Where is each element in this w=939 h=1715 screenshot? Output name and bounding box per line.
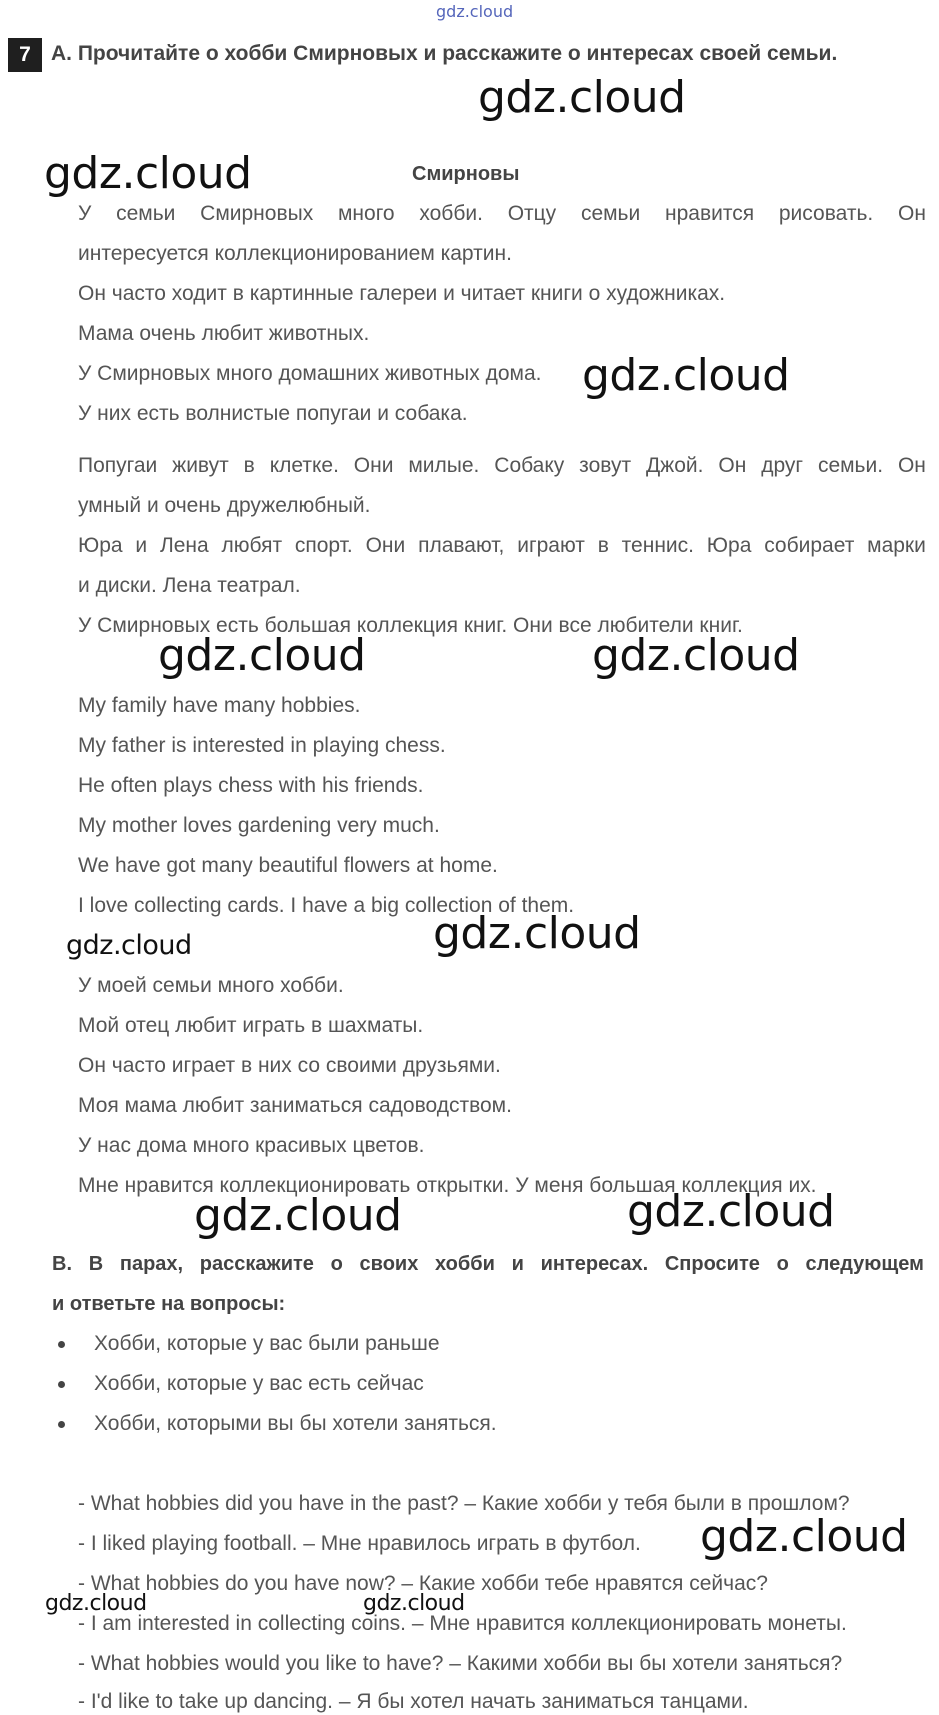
watermark: gdz.cloud xyxy=(363,1591,465,1616)
word: Юра xyxy=(706,534,752,557)
watermark: gdz.cloud xyxy=(582,350,790,401)
dialogue-line: - What hobbies do you have now? – Какие хобби тебе нравятся сейчас? xyxy=(78,1572,768,1595)
word: Попугаи xyxy=(78,454,158,477)
word: расскажите xyxy=(199,1253,314,1275)
word: следующем xyxy=(805,1253,924,1275)
word: интересах. xyxy=(540,1253,649,1275)
word: играют xyxy=(517,534,585,557)
en-text-line: He often plays chess with his friends. xyxy=(78,774,424,797)
dialogue-line: - I'd like to take up dancing. – Я бы хотел начать заниматься танцами. xyxy=(78,1690,749,1713)
ru-translation-line: Мой отец любит играть в шахматы. xyxy=(78,1014,424,1037)
ru-text-1-line: У них есть волнистые попугаи и собака. xyxy=(78,402,468,425)
word: своих xyxy=(359,1253,419,1275)
word: милые. xyxy=(408,454,480,477)
ru-text-2-line-1 xyxy=(78,454,926,478)
ru-text-1-line: Он часто ходит в картинные галереи и читает книги о художниках. xyxy=(78,282,726,305)
dialogue-line: - I am interested in collecting coins. – Мне нравится коллекционировать монеты. xyxy=(78,1612,847,1635)
ru-text-1-line: интересуется коллекционированием картин. xyxy=(78,242,512,265)
ru-text-2-line: и диски. Лена театрал. xyxy=(78,574,301,597)
en-text-line: I love collecting cards. I have a big collection of them. xyxy=(78,894,575,917)
word: хобби. xyxy=(419,202,483,225)
word: в xyxy=(597,534,609,557)
word: рисовать. xyxy=(778,202,874,225)
word: Собаку xyxy=(494,454,565,477)
word: Он xyxy=(897,454,926,477)
word: Юра xyxy=(78,534,123,557)
word: Отцу xyxy=(507,202,557,225)
word: Лена xyxy=(159,534,209,557)
word: Он xyxy=(898,202,926,225)
ru-translation-line: Моя мама любит заниматься садоводством. xyxy=(78,1094,512,1117)
word: нравится xyxy=(665,202,755,225)
watermark: gdz.cloud xyxy=(44,148,252,199)
word: много xyxy=(337,202,395,225)
watermark: gdz.cloud xyxy=(478,72,686,123)
ru-text-2-line-3 xyxy=(78,534,926,558)
bullet-dot-icon xyxy=(58,1421,65,1428)
word: клетке. xyxy=(269,454,339,477)
word: семьи xyxy=(580,202,641,225)
bullet-item: Хобби, которые у вас есть сейчас xyxy=(94,1372,424,1395)
en-text-line: My father is interested in playing chess. xyxy=(78,734,446,757)
word: семьи. xyxy=(817,454,884,477)
ru-text-2-line: У Смирновых есть большая коллекция книг. Они все любители книг. xyxy=(78,614,743,637)
word: плавают, xyxy=(418,534,505,557)
word: семьи xyxy=(116,202,176,225)
bullet-item: Хобби, которые у вас были раньше xyxy=(94,1332,440,1355)
word: B. xyxy=(52,1253,72,1275)
word: живут xyxy=(172,454,229,477)
word: Спросите xyxy=(664,1253,760,1275)
bullet-item: Хобби, которыми вы бы хотели заняться. xyxy=(94,1412,497,1435)
bullet-dot-icon xyxy=(58,1341,65,1348)
word: Они xyxy=(353,454,394,477)
word: В xyxy=(88,1253,104,1275)
ru-text-1-line: У Смирновых много домашних животных дома. xyxy=(78,362,542,385)
en-text-line: My mother loves gardening very much. xyxy=(78,814,440,837)
watermark: gdz.cloud xyxy=(700,1511,908,1562)
watermark: gdz.cloud xyxy=(158,630,366,681)
ru-translation-line: У нас дома много красивых цветов. xyxy=(78,1134,425,1157)
word: У xyxy=(78,202,92,225)
en-text-line: We have got many beautiful flowers at home. xyxy=(78,854,498,877)
task-b-heading-line-2: и ответьте на вопросы: xyxy=(52,1293,286,1315)
dialogue-line: - I liked playing football. – Мне нравилось играть в футбол. xyxy=(78,1532,641,1555)
ru-translation-line: Мне нравится коллекционировать открытки. У меня большая коллекция их. xyxy=(78,1174,817,1197)
word: Они xyxy=(365,534,406,557)
watermark: gdz.cloud xyxy=(194,1190,402,1241)
word: парах, xyxy=(119,1253,184,1275)
watermark: gdz.cloud xyxy=(66,930,192,961)
watermark: gdz.cloud xyxy=(627,1186,835,1237)
watermark: gdz.cloud xyxy=(433,908,641,959)
ru-translation-line: У моей семьи много хобби. xyxy=(78,974,344,997)
ru-translation-line: Он часто играет в них со своими друзьями. xyxy=(78,1054,501,1077)
word: собирает xyxy=(764,534,855,557)
task-a-heading: A. Прочитайте о хобби Смирновых и расскажите о интересах своей семьи. xyxy=(51,42,838,65)
word: и xyxy=(511,1253,524,1275)
word: в xyxy=(243,454,255,477)
dialogue-line: - What hobbies did you have in the past? – Какие хобби у тебя были в прошлом? xyxy=(78,1492,850,1515)
bullet-dot-icon xyxy=(58,1381,65,1388)
word: спорт. xyxy=(294,534,353,557)
watermark: gdz.cloud xyxy=(592,630,800,681)
exercise-number-badge: 7 xyxy=(8,38,42,72)
word: и xyxy=(135,534,148,557)
watermark: gdz.cloud xyxy=(45,1591,147,1616)
word: Он xyxy=(718,454,747,477)
word: Джой. xyxy=(645,454,704,477)
ru-text-1-line: Мама очень любит животных. xyxy=(78,322,370,345)
word: марки xyxy=(867,534,926,557)
top-watermark: gdz.cloud xyxy=(436,2,514,21)
word: о xyxy=(776,1253,789,1275)
word: друг xyxy=(761,454,804,477)
word: хобби xyxy=(435,1253,495,1275)
word: зовут xyxy=(579,454,632,477)
en-text-line: My family have many hobbies. xyxy=(78,694,361,717)
dialogue-line: - What hobbies would you like to have? – Какими хобби вы бы хотели заняться? xyxy=(78,1652,843,1675)
section-title: Смирновы xyxy=(412,163,520,185)
ru-text-2-line-2: умный и очень дружелюбный. xyxy=(78,494,371,517)
word: любят xyxy=(221,534,283,557)
ru-text-1-line-1 xyxy=(78,202,926,226)
word: о xyxy=(330,1253,343,1275)
word: Смирновых xyxy=(200,202,314,225)
task-b-heading-line-1 xyxy=(52,1252,924,1276)
word: теннис. xyxy=(621,534,694,557)
